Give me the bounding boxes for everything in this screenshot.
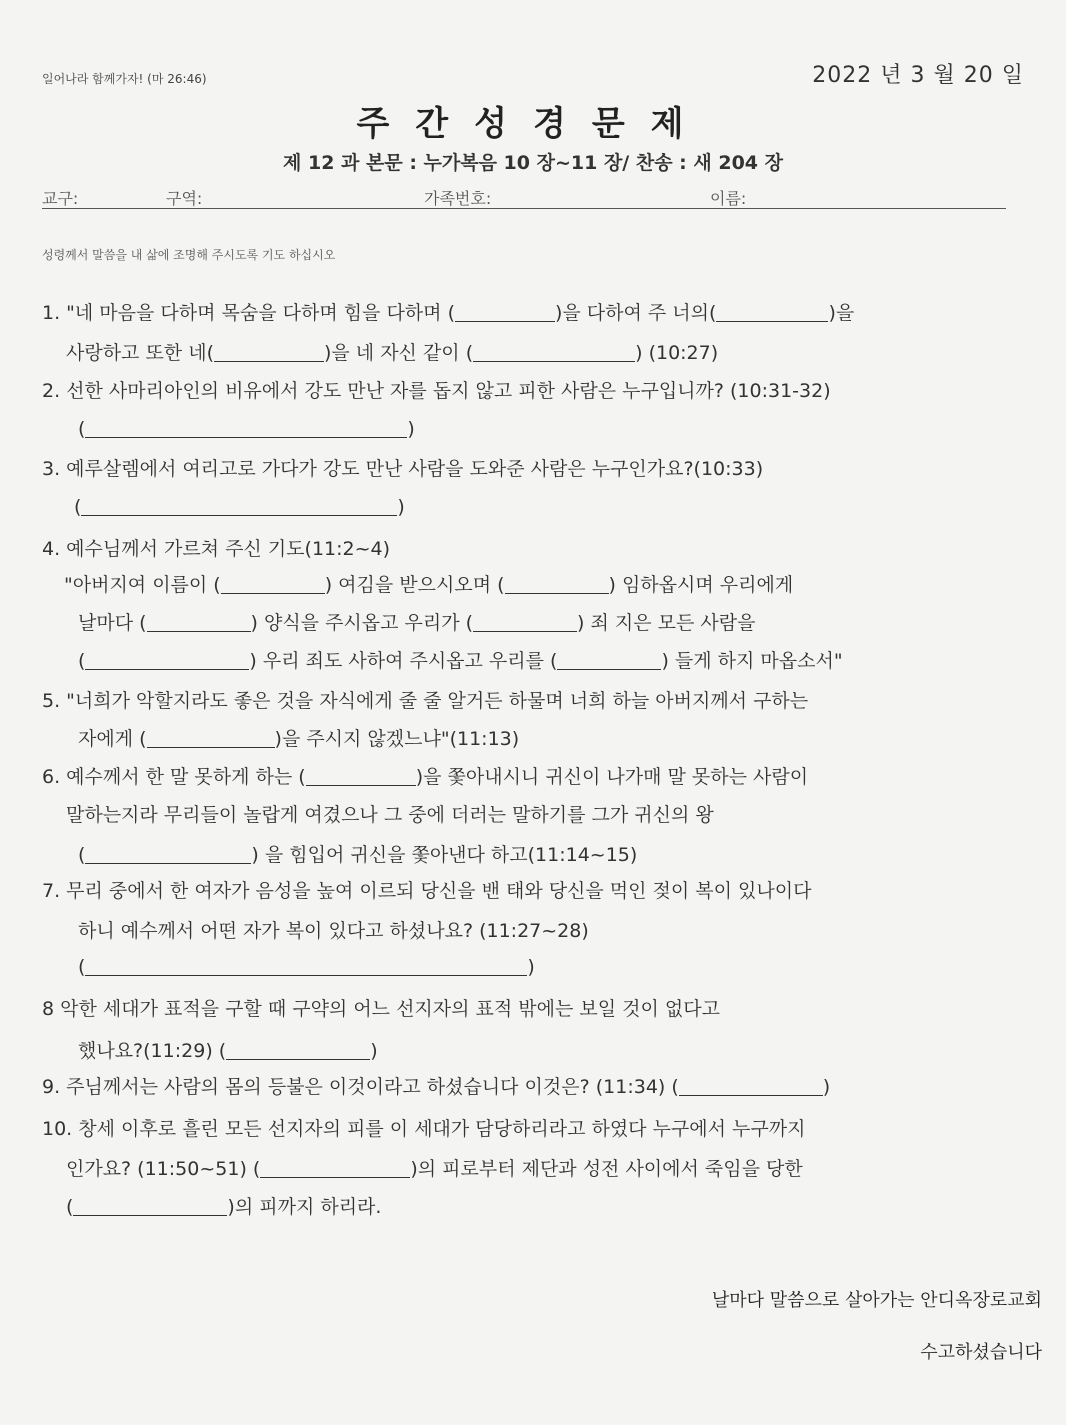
question-3-line-1 — [42, 454, 763, 481]
date: 2022 년 3 월 20 일 — [812, 63, 1024, 88]
question-2-answer: ( ) — [78, 418, 415, 440]
answer-blank[interactable] — [85, 651, 249, 670]
question-text: 3. 예루살렘에서 여리고로 가다가 강도 만난 사람을 도와준 사람은 누구인가요?(10:33) — [42, 458, 764, 480]
question-7-line-2 — [78, 916, 589, 943]
question-2-line-1 — [42, 376, 831, 403]
question-text: 4. 예수님께서 가르쳐 주신 기도(11:2~4) — [42, 538, 391, 560]
question-4-line-1 — [42, 534, 390, 561]
question-text: 의 피까지 하리라. — [234, 1196, 382, 1218]
answer-blank[interactable] — [73, 1197, 227, 1216]
question-1-line-1: 1. "네 마음을 다하며 목숨을 다하며 힘을 다하며 ( )을 다하여 주 너의( )을 — [42, 302, 855, 324]
answer-blank[interactable] — [557, 651, 661, 670]
question-text: 2. 선한 사마리아인의 비유에서 강도 만난 자를 돕지 않고 피한 사람은 누구입니까? (10:31-32) — [42, 380, 831, 402]
question-text: 하니 예수께서 어떤 자가 복이 있다고 하셨나요? (11:27~28) — [78, 920, 589, 942]
question-text: 을 쫓아내시니 귀신이 나가매 말 못하는 사람이 — [423, 766, 809, 788]
question-6-line-1: 6. 예수께서 한 말 못하게 하는 ( )을 쫓아내시니 귀신이 나가매 말 못하는 사람이 — [42, 766, 809, 788]
answer-blank[interactable] — [306, 767, 416, 786]
question-text: 말하는지라 무리들이 놀랍게 여겼으나 그 중에 더러는 말하기를 그가 귀신의 왕 — [66, 804, 714, 826]
prayer-instruction: 성령께서 말씀을 내 삶에 조명해 주시도록 기도 하십시오 — [42, 248, 336, 262]
question-text: 9. 주님께서는 사람의 몸의 등불은 이것이라고 하셨습니다 이것은? (11:34) — [42, 1076, 666, 1098]
answer-blank[interactable] — [505, 575, 609, 594]
answer-blank[interactable] — [455, 303, 555, 322]
question-text: 을 힘입어 귀신을 쫓아낸다 하고(11:14~15) — [264, 844, 638, 866]
question-text: 인가요? (11:50~51) — [66, 1158, 247, 1180]
question-7-answer: ( ) — [78, 956, 535, 978]
guyeok-label: 구역: — [166, 189, 203, 208]
question-9-line-1: 9. 주님께서는 사람의 몸의 등불은 이것이라고 하셨습니다 이것은? (11:34) ( ) — [42, 1076, 831, 1098]
question-text: 을 주시지 않겠느냐"(11:13) — [281, 728, 520, 750]
question-6-line-2 — [66, 800, 714, 827]
answer-blank[interactable] — [679, 1077, 823, 1096]
answer-blank[interactable] — [85, 419, 407, 438]
question-4-line-3: 날마다 ( ) 양식을 주시옵고 우리가 ( ) 죄 지은 모든 사람을 — [78, 612, 756, 634]
gyogu-label: 교구: — [42, 189, 79, 208]
student-info-line — [42, 186, 1006, 209]
question-6-line-3: ( ) 을 힘입어 귀신을 쫓아낸다 하고(11:14~15) — [78, 844, 638, 866]
question-text: 양식을 주시옵고 우리가 — [263, 612, 460, 634]
question-text: 의 피로부터 제단과 성전 사이에서 죽임을 당한 — [417, 1158, 803, 1180]
question-text: (10:27) — [648, 342, 719, 364]
question-text: 자에게 — [78, 728, 134, 750]
question-text: 을 — [835, 302, 855, 324]
question-3-answer: ( ) — [74, 496, 405, 518]
question-text: 8 악한 세대가 표적을 구할 때 구약의 어느 선지자의 표적 밖에는 보일 것이 없다고 — [42, 998, 720, 1020]
question-text: 들게 하지 마옵소서" — [674, 650, 843, 672]
question-text: "아버지여 이름이 — [64, 574, 208, 596]
answer-blank[interactable] — [473, 613, 577, 632]
question-8-line-2: 했나요?(11:29) ( ) — [78, 1040, 378, 1062]
question-text: 임하옵시며 우리에게 — [621, 574, 794, 596]
question-text: 6. 예수께서 한 말 못하게 하는 — [42, 766, 293, 788]
family-number-label: 가족번호: — [424, 189, 492, 208]
answer-blank[interactable] — [85, 845, 251, 864]
question-text: 사랑하고 또한 네 — [66, 342, 207, 364]
question-4-line-2: "아버지여 이름이 ( ) 여김을 받으시오며 ( ) 임하옵시며 우리에게 — [64, 574, 794, 596]
motto: 일어나라 함께가자! (마 26:46) — [42, 72, 207, 86]
church-name: 날마다 말씀으로 살아가는 안디옥장로교회 — [711, 1290, 1042, 1311]
question-7-line-1 — [42, 876, 811, 903]
question-10-line-2: 인가요? (11:50~51) ( )의 피로부터 제단과 성전 사이에서 죽임을 당한 — [66, 1158, 803, 1180]
question-text: 을 네 자신 같이 — [331, 342, 460, 364]
question-text: 우리 죄도 사하여 주시옵고 우리를 — [262, 650, 544, 672]
answer-blank[interactable] — [473, 343, 635, 362]
question-text: 여김을 받으시오며 — [338, 574, 492, 596]
question-text: 1. "네 마음을 다하며 목숨을 다하며 힘을 다하며 — [42, 302, 442, 324]
lesson-subtitle: 제 12 과 본문 : 누가복음 10 장~11 장/ 찬송 : 새 204 장 — [283, 152, 783, 174]
question-4-line-4: ( ) 우리 죄도 사하여 주시옵고 우리를 ( ) 들게 하지 마옵소서" — [78, 650, 843, 672]
question-text: 10. 창세 이후로 흘린 모든 선지자의 피를 이 세대가 담당하리라고 하였다 누구에서 누구까지 — [42, 1118, 806, 1140]
answer-blank[interactable] — [147, 729, 275, 748]
answer-blank[interactable] — [716, 303, 828, 322]
answer-blank[interactable] — [147, 613, 251, 632]
answer-blank[interactable] — [81, 497, 397, 516]
answer-blank[interactable] — [85, 957, 527, 976]
question-text: 죄 지은 모든 사람을 — [590, 612, 756, 634]
question-text: 을 다하여 주 너의 — [562, 302, 710, 324]
question-8-line-1 — [42, 994, 720, 1021]
name-label: 이름: — [710, 189, 747, 208]
page-title: 주간성경문제 — [356, 104, 710, 144]
question-text: 했나요?(11:29) — [78, 1040, 213, 1062]
question-10-line-1 — [42, 1114, 805, 1141]
question-text: 7. 무리 중에서 한 여자가 음성을 높여 이르되 당신을 밴 태와 당신을 먹인 젖이 복이 있나이다 — [42, 880, 812, 902]
question-5-line-1 — [42, 686, 808, 713]
answer-blank[interactable] — [214, 343, 324, 362]
closing-message: 수고하셨습니다 — [920, 1342, 1042, 1363]
answer-blank[interactable] — [221, 575, 325, 594]
question-text: 5. "너희가 악할지라도 좋은 것을 자식에게 줄 줄 알거든 하물며 너희 하늘 아버지께서 구하는 — [42, 690, 809, 712]
question-text: 날마다 — [78, 612, 134, 634]
answer-blank[interactable] — [226, 1041, 370, 1060]
answer-blank[interactable] — [260, 1159, 410, 1178]
question-5-line-2: 자에게 ( )을 주시지 않겠느냐"(11:13) — [78, 728, 520, 750]
question-10-line-3: ( )의 피까지 하리라. — [66, 1196, 382, 1218]
question-1-line-2: 사랑하고 또한 네( )을 네 자신 같이 ( ) (10:27) — [66, 342, 719, 364]
